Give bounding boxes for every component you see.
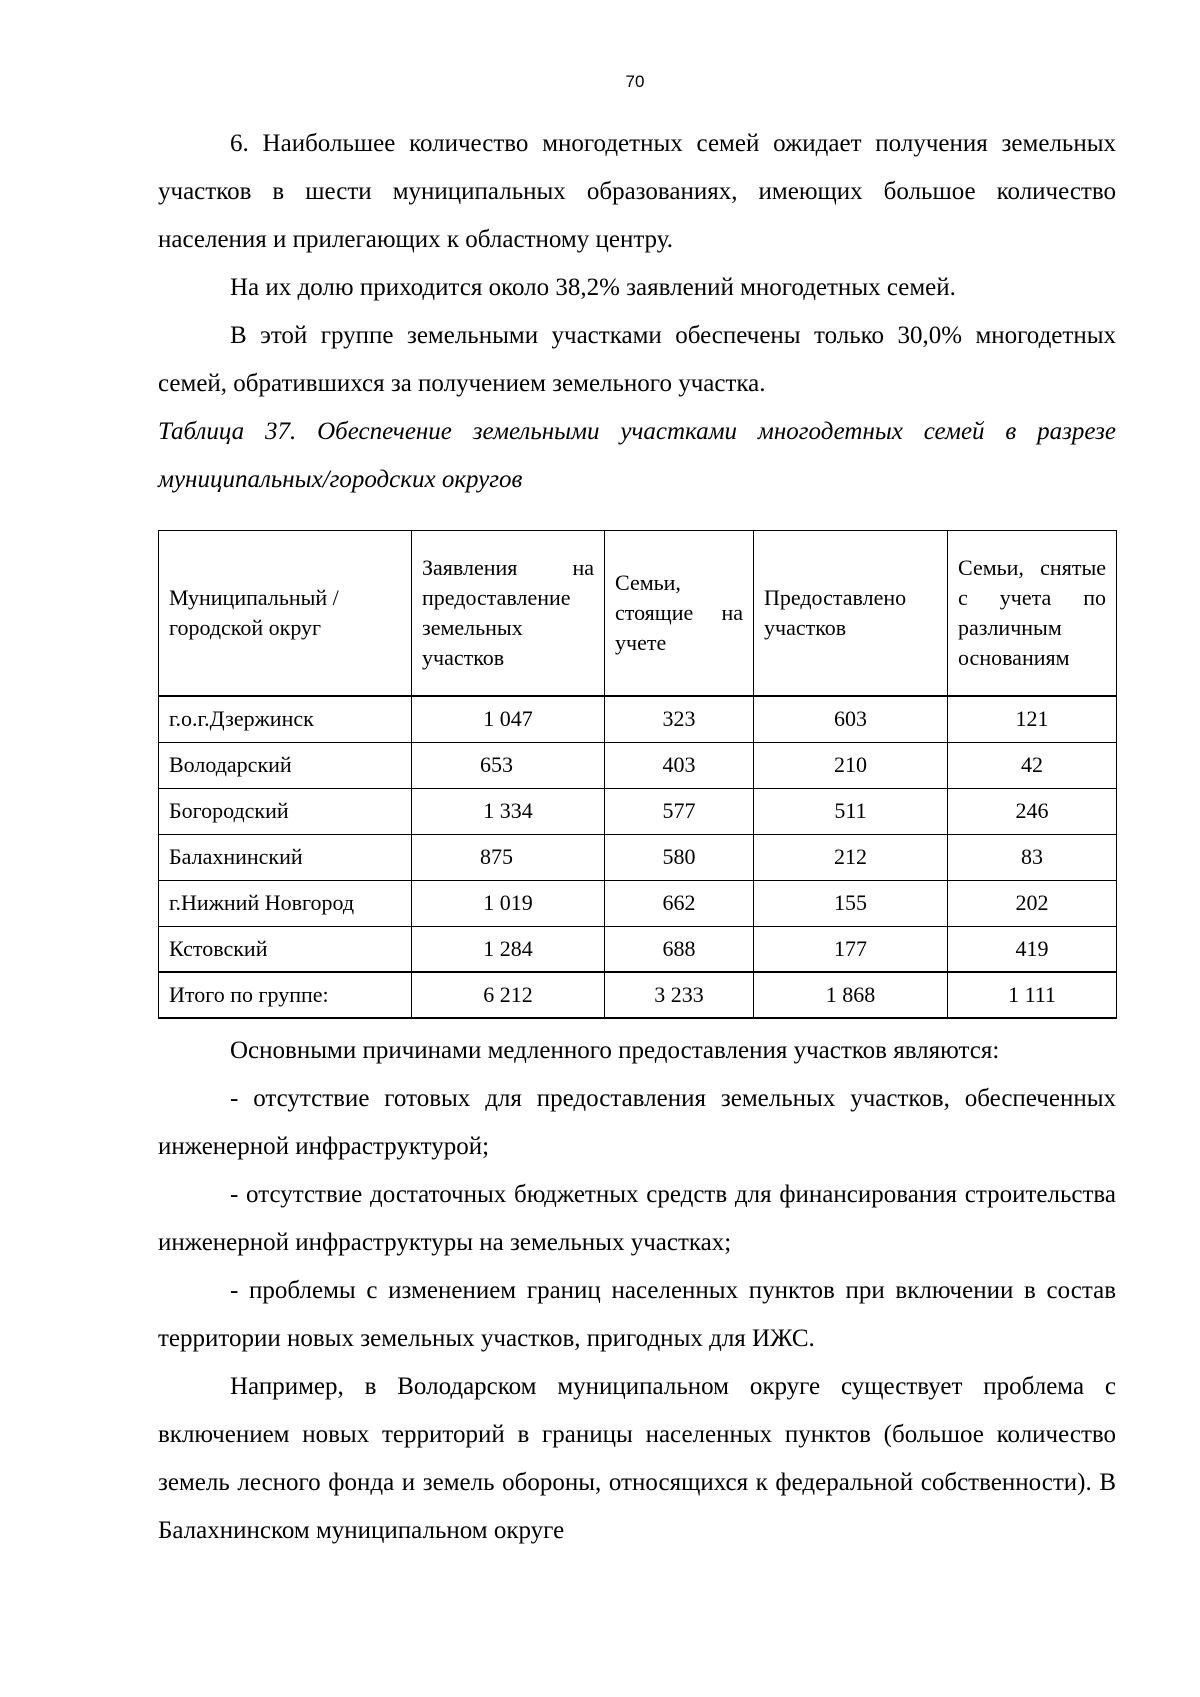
column-header-registered-families: Семьи, стоящие на учете [605, 531, 754, 697]
district-cell: Балахнинский [159, 834, 412, 880]
granted-cell: 210 [754, 742, 948, 788]
table-caption: Таблица 37. Обеспечение земельными участками многодетных семей в разрезе муниципальных/городских округов [158, 418, 1116, 493]
text-after-table [158, 1027, 1116, 1555]
registered-cell: 580 [605, 834, 754, 880]
column-header-families-removed: Семьи, снятые с учета по различным основаниям [948, 531, 1117, 697]
table-row [159, 834, 1117, 880]
list-item: - отсутствие достаточных бюджетных средств для финансирования строительства инженерной инфраструктуры на земельных участках; [158, 1181, 1116, 1256]
removed-cell: 42 [948, 742, 1117, 788]
removed-cell: 246 [948, 788, 1117, 834]
document-body [158, 120, 1116, 1555]
column-header-district: Муниципальный /городской округ [159, 531, 412, 697]
table-row [159, 696, 1117, 742]
total-applications-cell: 6 212 [412, 972, 605, 1018]
table-header-row [159, 531, 1117, 697]
total-granted-cell: 1 868 [754, 972, 948, 1018]
paragraph: 6. Наибольшее количество многодетных семей ожидает получения земельных участков в шести муниципальных образованиях, имеющих большое количество населения и прилегающих к областному центру. [158, 130, 1116, 253]
total-removed-cell: 1 111 [948, 972, 1117, 1018]
paragraph: Основными причинами медленного предоставления участков являются: [230, 1037, 1000, 1064]
removed-cell: 202 [948, 880, 1117, 926]
registered-cell: 403 [605, 742, 754, 788]
granted-cell: 511 [754, 788, 948, 834]
district-cell: Кстовский [159, 926, 412, 972]
removed-cell: 419 [948, 926, 1117, 972]
granted-cell: 177 [754, 926, 948, 972]
registered-cell: 323 [605, 696, 754, 742]
table-row [159, 880, 1117, 926]
data-table [158, 530, 1117, 1019]
applications-cell: 1 019 [412, 880, 605, 926]
paragraph: В этой группе земельными участками обеспечены только 30,0% многодетных семей, обратившихся за получением земельного участка. [158, 322, 1116, 397]
registered-cell: 688 [605, 926, 754, 972]
list-item: - проблемы с изменением границ населенных пунктов при включении в состав территории новых земельных участков, пригодных для ИЖС. [158, 1277, 1116, 1352]
column-header-plots-granted: Предоставлено участков [754, 531, 948, 697]
paragraph: Например, в Володарском муниципальном округе существует проблема с включением новых территорий в границы населенных пунктов (большое количество земель лесного фонда и земель обороны, относящихся к федеральной собственности). В Балахнинском муниципальном округе [158, 1373, 1116, 1544]
removed-cell: 121 [948, 696, 1117, 742]
district-cell: Богородский [159, 788, 412, 834]
district-cell: г.Нижний Новгород [159, 880, 412, 926]
table-row [159, 788, 1117, 834]
applications-cell: 1 047 [412, 696, 605, 742]
applications-cell: 653 [412, 742, 605, 788]
total-registered-cell: 3 233 [605, 972, 754, 1018]
page-number: 70 [625, 72, 645, 91]
total-label-cell: Итого по группе: [159, 972, 412, 1018]
district-cell: г.о.г.Дзержинск [159, 696, 412, 742]
registered-cell: 662 [605, 880, 754, 926]
granted-cell: 212 [754, 834, 948, 880]
district-cell: Володарский [159, 742, 412, 788]
table-row [159, 926, 1117, 972]
applications-cell: 875 [412, 834, 605, 880]
applications-cell: 1 284 [412, 926, 605, 972]
table-total-row [159, 972, 1117, 1018]
list-item: - отсутствие готовых для предоставления земельных участков, обеспеченных инженерной инфраструктурой; [158, 1085, 1116, 1160]
granted-cell: 603 [754, 696, 948, 742]
table-row [159, 742, 1117, 788]
registered-cell: 577 [605, 788, 754, 834]
applications-cell: 1 334 [412, 788, 605, 834]
paragraph: На их долю приходится около 38,2% заявлений многодетных семей. [230, 274, 956, 301]
granted-cell: 155 [754, 880, 948, 926]
column-header-applications: Заявления на предоставление земельных участков [412, 531, 605, 697]
removed-cell: 83 [948, 834, 1117, 880]
